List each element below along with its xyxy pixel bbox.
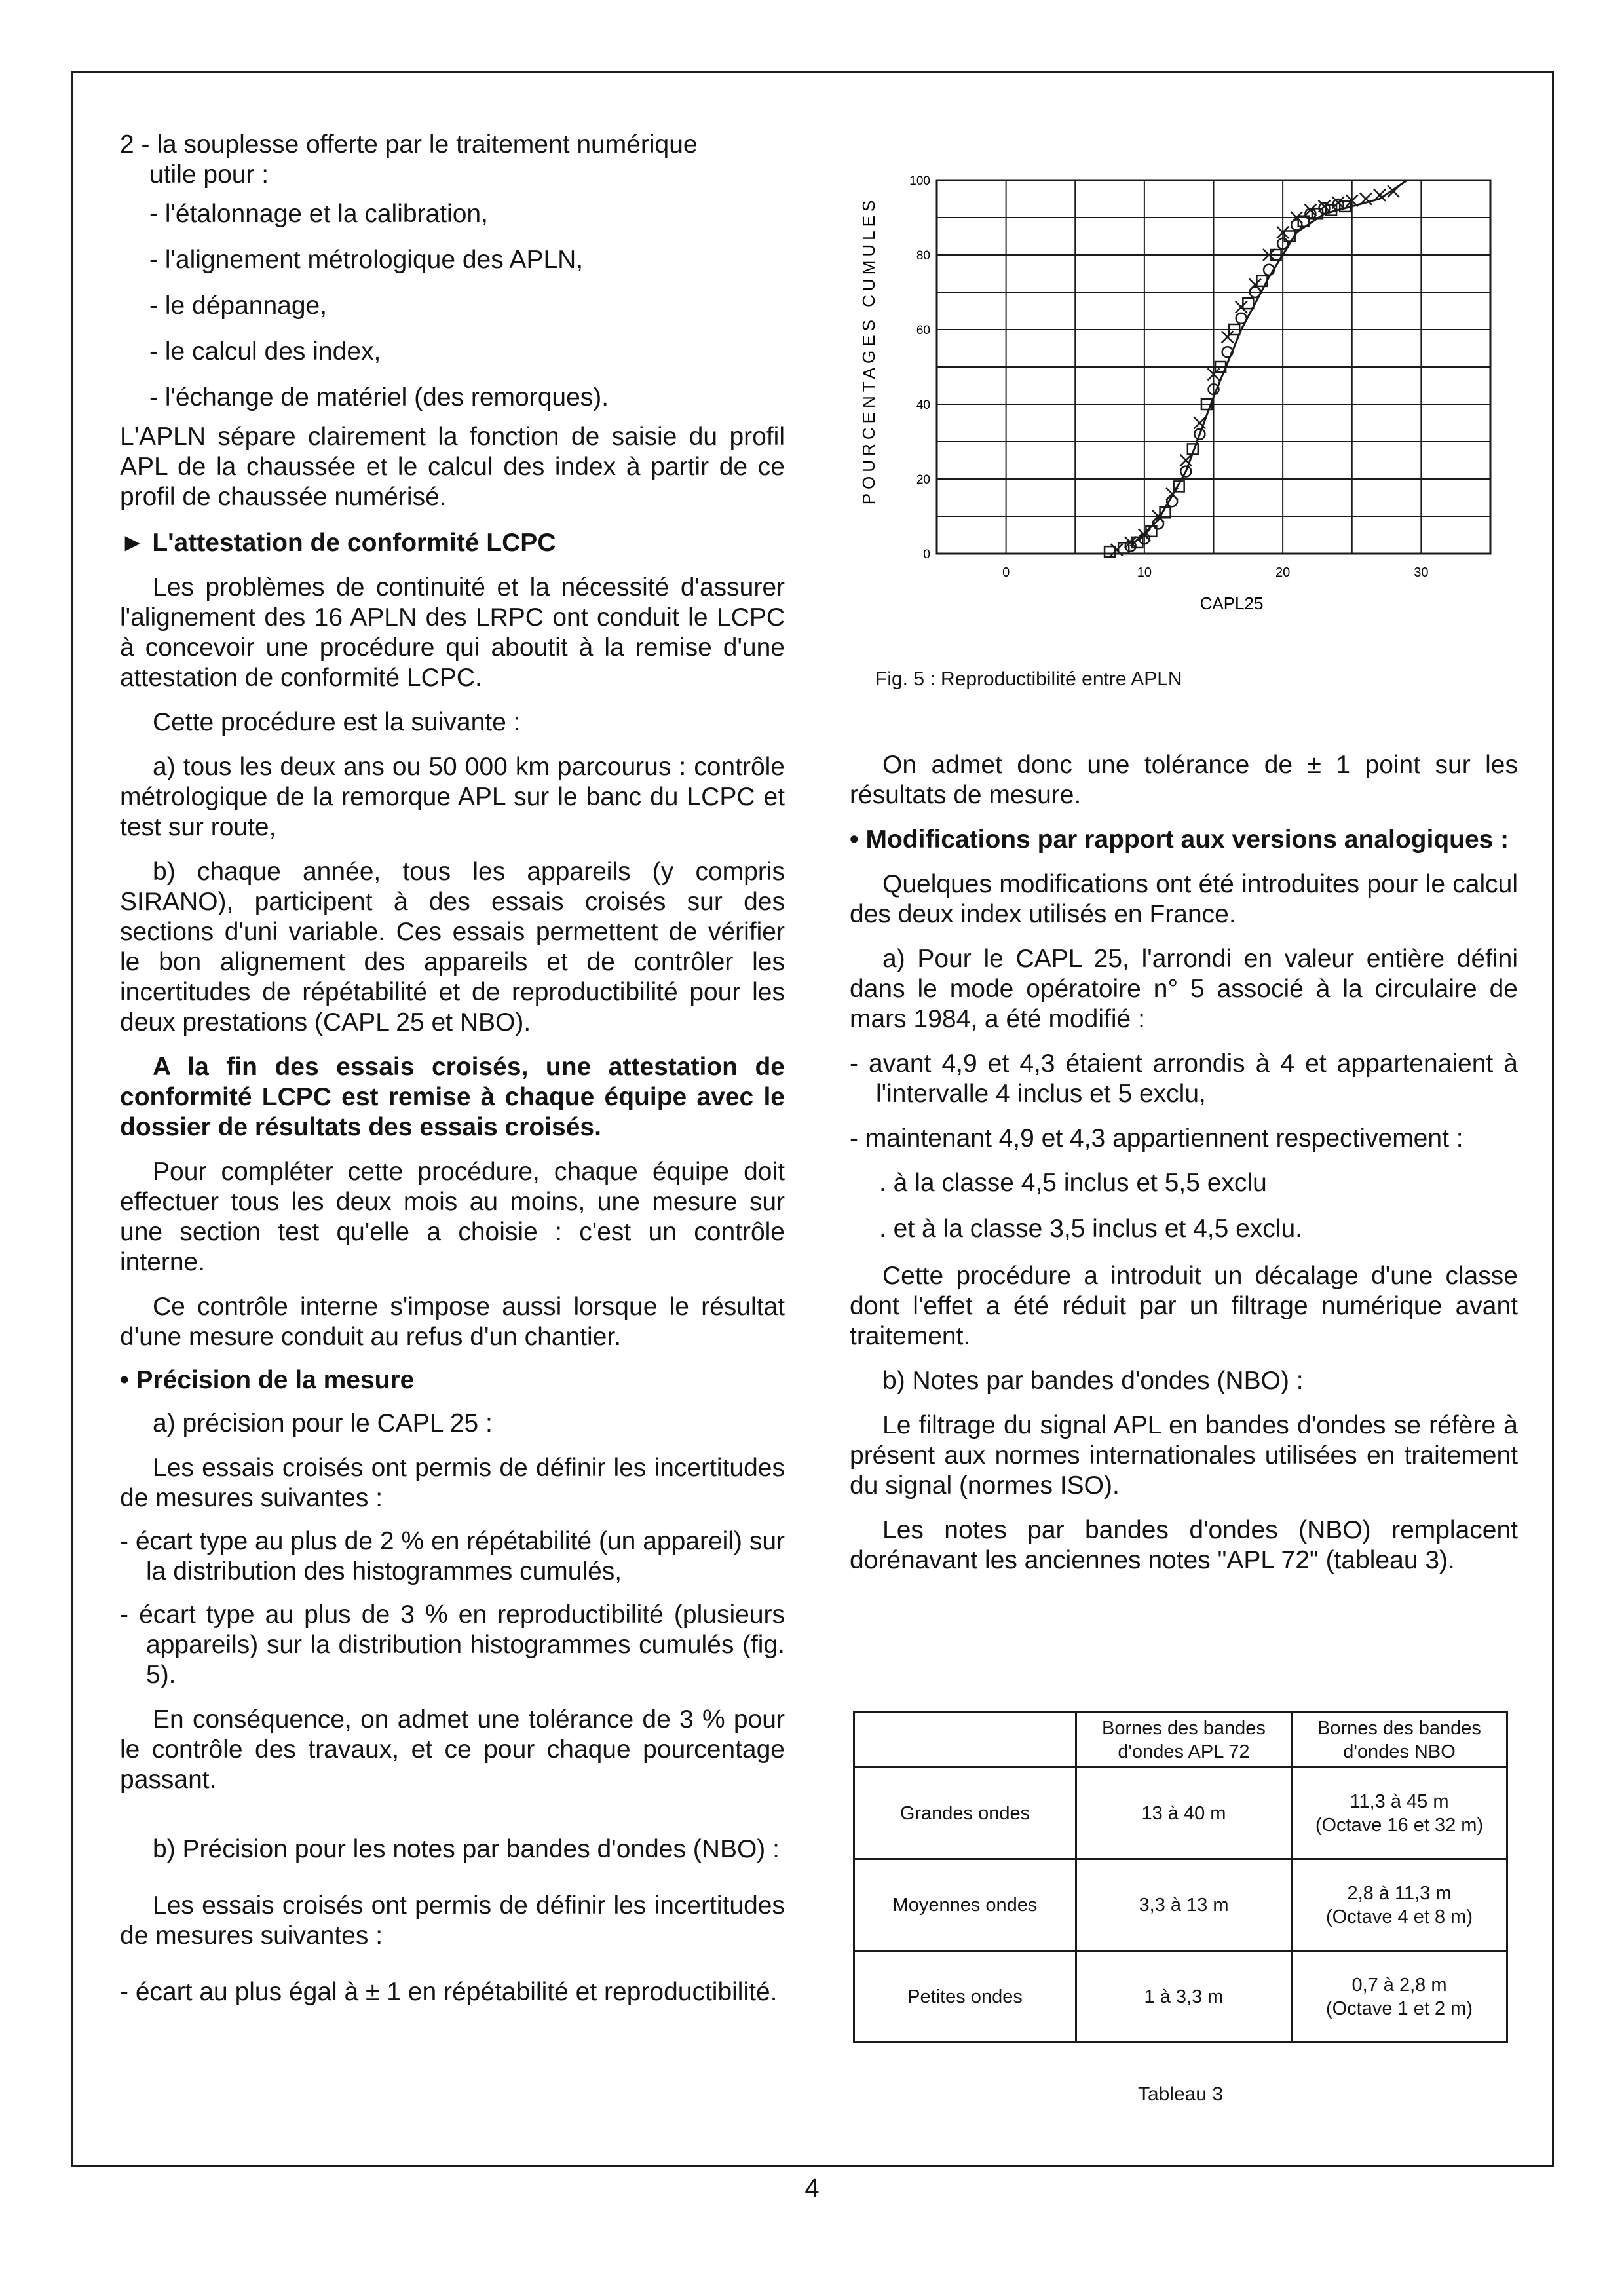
table-cell: Moyennes ondes bbox=[854, 1859, 1076, 1951]
table-row bbox=[854, 1859, 1507, 1951]
cell-line: 0,7 à 2,8 m bbox=[1351, 1974, 1447, 1996]
paragraph-prec-b: b) Précision pour les notes par bandes d'ondes (NBO) : bbox=[153, 1835, 780, 1863]
cell-line: 2,8 à 11,3 m bbox=[1347, 1882, 1452, 1904]
table-cell: 3,3 à 13 m bbox=[1076, 1859, 1291, 1951]
x-tick-label: 20 bbox=[1275, 565, 1291, 580]
paragraph-prec-a: a) précision pour le CAPL 25 : bbox=[153, 1409, 493, 1437]
paragraph-completer: Pour compléter cette procédure, chaque équipe doit effectuer tous les deux mois au moins, une mesure sur une section test qu'elle a choisie : c'est un contrôle interne. bbox=[120, 1158, 785, 1276]
x-tick-label: 30 bbox=[1414, 565, 1429, 580]
figure-5-chart bbox=[845, 167, 1513, 619]
list-item: - maintenant 4,9 et 4,3 appartiennent respectivement : bbox=[850, 1124, 1463, 1152]
paragraph-cette: Cette procédure a introduit un décalage d'une classe dont l'effet a été réduit par un filtrage numérique avant traitement. bbox=[850, 1262, 1518, 1350]
table-row bbox=[854, 1768, 1507, 1859]
paragraph-problemes: Les problèmes de continuité et la nécessité d'assurer l'alignement des 16 APLN des LRPC ont conduit le LCPC à concevoir une procédure qui aboutit à la remise d'une attestation de conformité LCPC. bbox=[120, 573, 785, 692]
right-column bbox=[850, 750, 1518, 1576]
cell-line: (Octave 1 et 2 m) bbox=[1325, 1998, 1473, 2019]
y-tick-label: 0 bbox=[923, 548, 930, 561]
table-header-row bbox=[854, 1713, 1507, 1768]
list-item: - écart au plus égal à ± 1 en répétabilité et reproductibilité. bbox=[120, 1978, 778, 2006]
page-number: 4 bbox=[804, 2174, 820, 2203]
paragraph-notes: Les notes par bandes d'ondes (NBO) remplacent dorénavant les anciennes notes "APL 72" (tableau 3). bbox=[850, 1516, 1518, 1574]
list-item: - l'étalonnage et la calibration, bbox=[149, 200, 488, 228]
paragraph-controle: Ce contrôle interne s'impose aussi lorsque le résultat d'une mesure conduit au refus d'un chantier. bbox=[120, 1293, 785, 1351]
paragraph-capl: a) Pour le CAPL 25, l'arrondi en valeur entière défini dans le mode opératoire n° 5 associé à la circulaire de mars 1984, a été modifié : bbox=[850, 945, 1518, 1033]
paragraph-bold: A la fin des essais croisés, une attestation de conformité LCPC est remise à chaque équipe avec le dossier de résultats des essais croisés. bbox=[120, 1053, 785, 1141]
y-axis-label: POURCENTAGES CUMULES bbox=[859, 196, 878, 505]
chart-marks bbox=[1105, 180, 1407, 557]
list-item: - le calcul des index, bbox=[149, 337, 381, 366]
data-point-square bbox=[1118, 542, 1129, 553]
table-cell bbox=[1291, 1768, 1507, 1859]
y-tick-label: 20 bbox=[916, 473, 930, 487]
paragraph-consequence: En conséquence, on admet une tolérance de 3 % pour le contrôle des travaux, et ce pour chaque pourcentage passant. bbox=[120, 1705, 785, 1794]
data-point-x bbox=[1222, 331, 1234, 343]
table-cell: 13 à 40 m bbox=[1076, 1768, 1291, 1859]
paragraph-apln: L'APLN sépare clairement la fonction de saisie du profil APL de la chaussée et le calcul des index à partir de ce profil de chaussée numérisé. bbox=[120, 423, 785, 511]
table-cell: Petites ondes bbox=[854, 1951, 1076, 2043]
left-column bbox=[120, 130, 785, 2007]
chart-axes bbox=[909, 174, 1490, 580]
list-item: . à la classe 4,5 inclus et 5,5 exclu bbox=[879, 1169, 1267, 1197]
paragraph-nbo: b) Notes par bandes d'ondes (NBO) : bbox=[882, 1367, 1304, 1395]
y-tick-label: 100 bbox=[909, 174, 930, 188]
table-3 bbox=[853, 1711, 1508, 2043]
paragraph-admet: On admet donc une tolérance de ± 1 point sur les résultats de mesure. bbox=[850, 751, 1518, 809]
series-line bbox=[1131, 180, 1408, 546]
table-header-cell: Bornes des bandes d'ondes NBO bbox=[1291, 1713, 1507, 1768]
x-tick-label: 10 bbox=[1137, 565, 1152, 580]
paragraph-filtrage: Le filtrage du signal APL en bandes d'ondes se réfère à présent aux normes internationales utilisées en traitement du signal (normes ISO). bbox=[850, 1411, 1518, 1500]
data-point-x bbox=[1236, 301, 1247, 313]
table-row bbox=[854, 1951, 1507, 2043]
table-cell: 1 à 3,3 m bbox=[1076, 1951, 1291, 2043]
figure-caption: Fig. 5 : Reproductibilité entre APLN bbox=[875, 668, 1182, 690]
paragraph-incert2: Les essais croisés ont permis de définir les incertitudes de mesures suivantes : bbox=[120, 1891, 785, 1950]
x-axis-label: CAPL25 bbox=[1199, 594, 1264, 613]
table-cell bbox=[1291, 1859, 1507, 1951]
chart-svg bbox=[845, 167, 1513, 619]
paragraph-quelques: Quelques modifications ont été introduites pour le calcul des deux index utilisés en France. bbox=[850, 870, 1518, 928]
y-tick-label: 80 bbox=[916, 249, 930, 263]
cell-line: 11,3 à 45 m bbox=[1350, 1791, 1449, 1812]
chart-grid bbox=[937, 180, 1490, 554]
heading-attestation: ► L'attestation de conformité LCPC bbox=[120, 529, 556, 557]
y-tick-label: 60 bbox=[916, 324, 930, 337]
table-cell: Grandes ondes bbox=[854, 1768, 1076, 1859]
data-point-square bbox=[1105, 546, 1115, 557]
paragraph-procedure: Cette procédure est la suivante : bbox=[153, 708, 521, 736]
list-item: - écart type au plus de 3 % en reproductibilité (plusieurs appareils) sur la distribution histogrammes cumulés (fig. 5). bbox=[120, 1601, 785, 1689]
item2-line2: utile pour : bbox=[149, 161, 269, 189]
cell-line: (Octave 16 et 32 m) bbox=[1315, 1814, 1484, 1836]
table-header-cell bbox=[854, 1713, 1076, 1768]
list-item: - l'alignement métrologique des APLN, bbox=[149, 246, 584, 274]
heading-precision: • Précision de la mesure bbox=[120, 1366, 415, 1394]
y-tick-label: 40 bbox=[916, 398, 930, 412]
list-item: - écart type au plus de 2 % en répétabilité (un appareil) sur la distribution des histogrammes cumulés, bbox=[120, 1527, 785, 1585]
cell-line: (Octave 4 et 8 m) bbox=[1325, 1906, 1473, 1927]
paragraph-incert1: Les essais croisés ont permis de définir les incertitudes de mesures suivantes : bbox=[120, 1454, 785, 1512]
list-item: . et à la classe 3,5 inclus et 4,5 exclu. bbox=[879, 1215, 1303, 1243]
table-cell bbox=[1291, 1951, 1507, 2043]
heading-modifications: • Modifications par rapport aux versions analogiques : bbox=[850, 825, 1509, 854]
table-caption: Tableau 3 bbox=[1137, 2083, 1224, 2105]
x-tick-label: 0 bbox=[1002, 565, 1010, 580]
list-item: - avant 4,9 et 4,3 étaient arrondis à 4 et appartenaient à l'intervalle 4 inclus et 5 exclu, bbox=[850, 1050, 1518, 1108]
list-item: - l'échange de matériel (des remorques). bbox=[149, 383, 609, 411]
table-header-cell: Bornes des bandes d'ondes APL 72 bbox=[1076, 1713, 1291, 1768]
list-item: - le dépannage, bbox=[149, 292, 328, 320]
item2-line1: 2 - la souplesse offerte par le traitement numérique bbox=[120, 130, 698, 159]
paragraph-a: a) tous les deux ans ou 50 000 km parcourus : contrôle métrologique de la remorque APL sur le banc du LCPC et test sur route, bbox=[120, 753, 785, 841]
data-point-circle bbox=[1291, 219, 1302, 230]
paragraph-b: b) chaque année, tous les appareils (y compris SIRANO), participent à des essais croisés sur des sections d'uni variable. Ces essais permettent de vérifier le bon alignement des appareils et de contrôler les incertitudes de répétabilité et de reproductibilité pour les deux prestations (CAPL 25 et NBO). bbox=[120, 858, 785, 1036]
